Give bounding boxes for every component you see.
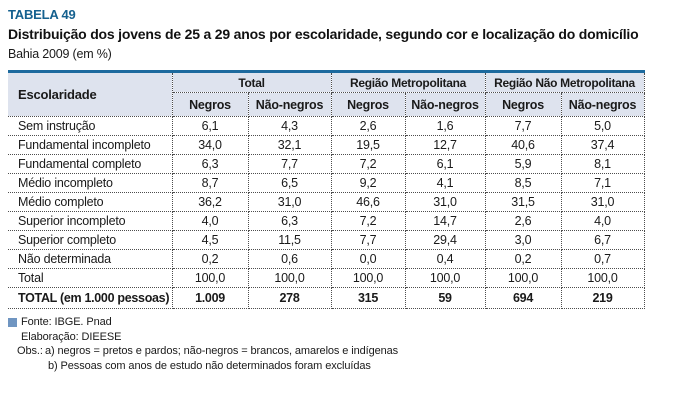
cell-value: 8,7: [172, 174, 248, 193]
table-header: [8, 72, 644, 117]
column-header-escolaridade: Escolaridade: [8, 72, 172, 117]
cell-value: 9,2: [331, 174, 405, 193]
cell-value: 7,2: [331, 155, 405, 174]
cell-value: 31,5: [485, 193, 561, 212]
table-row: [8, 136, 644, 155]
cell-value: 5,9: [485, 155, 561, 174]
cell-value: 0,0: [331, 250, 405, 269]
cell-value: 0,2: [172, 250, 248, 269]
cell-value: 4,3: [248, 117, 331, 136]
cell-value: 0,7: [561, 250, 644, 269]
table-row: [8, 250, 644, 269]
cell-value: 5,0: [561, 117, 644, 136]
cell-value: 100,0: [172, 269, 248, 288]
cell-value: 100,0: [405, 269, 485, 288]
cell-value: 278: [248, 288, 331, 309]
obs-line-a: [8, 344, 700, 359]
data-table: [8, 70, 645, 309]
row-label: Médio completo: [8, 193, 172, 212]
cell-value: 6,3: [172, 155, 248, 174]
obs-prefix: Obs.:: [17, 345, 43, 357]
cell-value: 8,5: [485, 174, 561, 193]
table-row: [8, 193, 644, 212]
cell-value: 6,1: [172, 117, 248, 136]
row-label: Não determinada: [8, 250, 172, 269]
cell-value: 6,7: [561, 231, 644, 250]
table-row: [8, 155, 644, 174]
cell-value: 100,0: [331, 269, 405, 288]
cell-value: 6,5: [248, 174, 331, 193]
cell-value: 100,0: [248, 269, 331, 288]
cell-value: 0,4: [405, 250, 485, 269]
row-label: Sem instrução: [8, 117, 172, 136]
cell-value: 29,4: [405, 231, 485, 250]
cell-value: 34,0: [172, 136, 248, 155]
cell-value: 4,1: [405, 174, 485, 193]
cell-value: 31,0: [248, 193, 331, 212]
table-row: [8, 269, 644, 288]
cell-value: 19,5: [331, 136, 405, 155]
row-label: Superior incompleto: [8, 212, 172, 231]
source-line: [8, 315, 700, 330]
cell-value: 37,4: [561, 136, 644, 155]
subheader-rm-negros: Negros: [331, 93, 405, 117]
obs-line-b: b) Pessoas com anos de estudo não determinados foram excluídas: [48, 359, 371, 372]
cell-value: 31,0: [405, 193, 485, 212]
cell-value: 100,0: [485, 269, 561, 288]
cell-value: 4,0: [561, 212, 644, 231]
cell-value: 6,1: [405, 155, 485, 174]
cell-value: 4,5: [172, 231, 248, 250]
cell-value: 31,0: [561, 193, 644, 212]
cell-value: 8,1: [561, 155, 644, 174]
source-square-icon: [8, 318, 17, 327]
page-title: Distribuição dos jovens de 25 a 29 anos por escolaridade, segundo cor e localização do domicílio: [8, 26, 639, 42]
cell-value: 1.009: [172, 288, 248, 309]
cell-value: 0,2: [485, 250, 561, 269]
cell-value: 219: [561, 288, 644, 309]
cell-value: 7,1: [561, 174, 644, 193]
cell-value: 2,6: [331, 117, 405, 136]
cell-value: 100,0: [561, 269, 644, 288]
cell-value: 7,7: [485, 117, 561, 136]
elaboration-line: Elaboração: DIEESE: [21, 330, 122, 343]
cell-value: 46,6: [331, 193, 405, 212]
subheader-rm-nao-negros: Não-negros: [405, 93, 485, 117]
cell-value: 32,1: [248, 136, 331, 155]
source-text: Fonte: IBGE. Pnad: [21, 316, 112, 328]
subheader-total-nao-negros: Não-negros: [248, 93, 331, 117]
group-header-regiao-metropolitana: Região Metropolitana: [331, 72, 485, 93]
table-number-label: TABELA 49: [8, 7, 76, 22]
group-header-row: [8, 72, 644, 93]
page-subtitle: Bahia 2009 (em %): [8, 47, 112, 61]
group-header-total: Total: [172, 72, 331, 93]
cell-value: 4,0: [172, 212, 248, 231]
row-label: TOTAL (em 1.000 pessoas): [8, 288, 172, 309]
footnotes: [8, 315, 700, 373]
cell-value: 1,6: [405, 117, 485, 136]
cell-value: 59: [405, 288, 485, 309]
subheader-total-negros: Negros: [172, 93, 248, 117]
row-label: Médio incompleto: [8, 174, 172, 193]
cell-value: 40,6: [485, 136, 561, 155]
group-header-regiao-nao-metropolitana: Região Não Metropolitana: [485, 72, 644, 93]
subheader-rnm-negros: Negros: [485, 93, 561, 117]
cell-value: 315: [331, 288, 405, 309]
table-row: [8, 212, 644, 231]
cell-value: 7,7: [248, 155, 331, 174]
row-label: Total: [8, 269, 172, 288]
obs-a-text: a) negros = pretos e pardos; não-negros = brancos, amarelos e indígenas: [45, 345, 399, 357]
row-label: Superior completo: [8, 231, 172, 250]
cell-value: 7,2: [331, 212, 405, 231]
subheader-rnm-nao-negros: Não-negros: [561, 93, 644, 117]
cell-value: 12,7: [405, 136, 485, 155]
row-label: Fundamental incompleto: [8, 136, 172, 155]
table-row: [8, 231, 644, 250]
table-row-grand-total: [8, 288, 644, 309]
row-label: Fundamental completo: [8, 155, 172, 174]
cell-value: 6,3: [248, 212, 331, 231]
cell-value: 0,6: [248, 250, 331, 269]
table-row: [8, 117, 644, 136]
cell-value: 3,0: [485, 231, 561, 250]
cell-value: 2,6: [485, 212, 561, 231]
cell-value: 7,7: [331, 231, 405, 250]
table-row: [8, 174, 644, 193]
cell-value: 36,2: [172, 193, 248, 212]
cell-value: 694: [485, 288, 561, 309]
cell-value: 11,5: [248, 231, 331, 250]
cell-value: 14,7: [405, 212, 485, 231]
table-body: [8, 117, 644, 309]
